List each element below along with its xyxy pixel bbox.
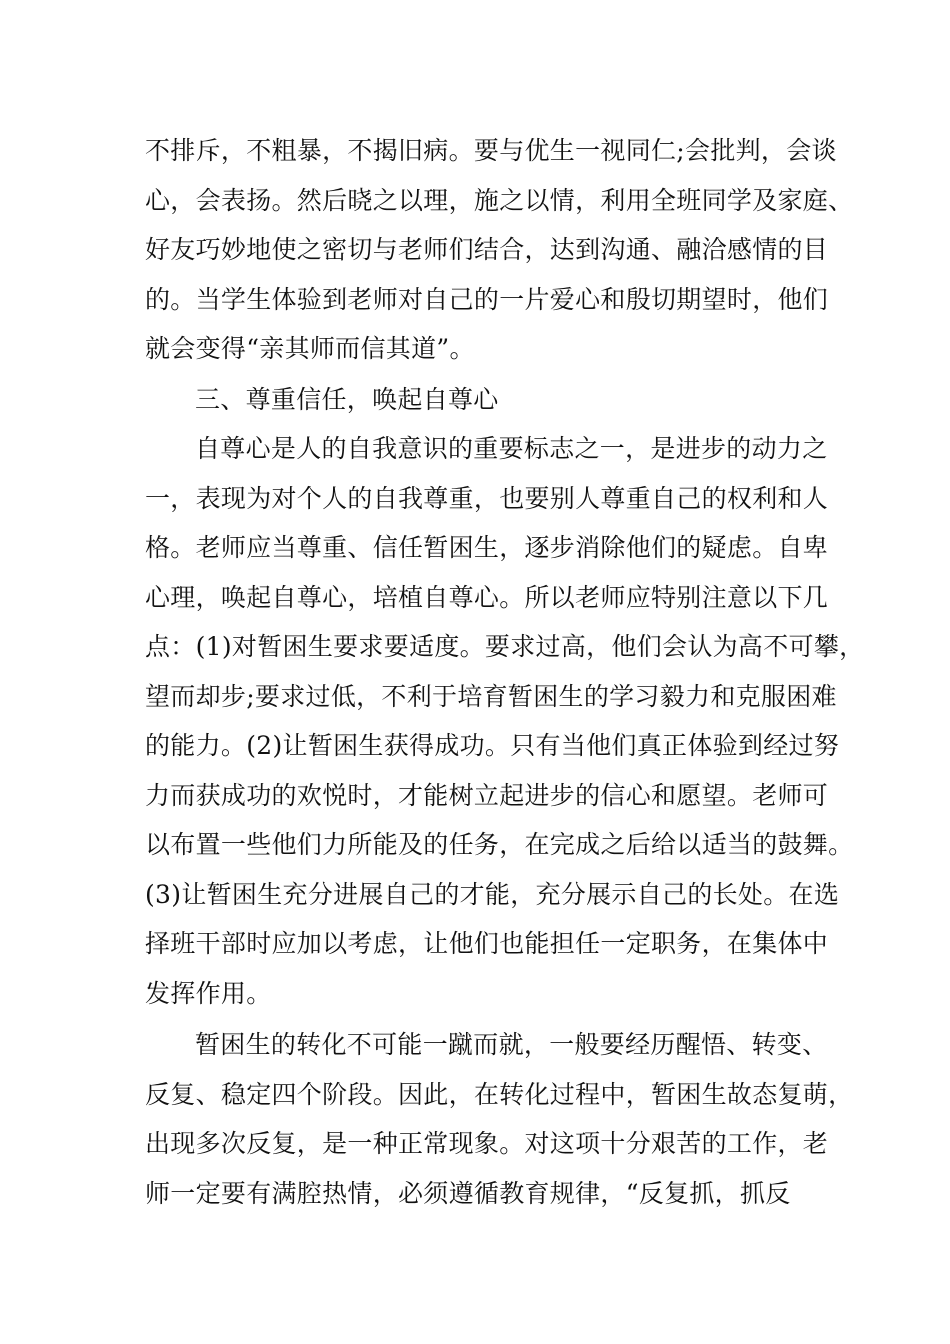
paragraph-line: 点：(1)对暂困生要求要适度。要求过高，他们会认为高不可攀， [145,632,865,661]
paragraph-line: (3)让暂困生充分进展自己的才能，充分展示自己的长处。在选 [145,879,840,909]
paragraph-line: 一，表现为对个人的自我尊重，也要别人尊重自己的权利和人 [145,483,829,513]
paragraph-line: 反复、稳定四个阶段。因此，在转化过程中，暂困生故态复萌， [145,1079,854,1109]
paragraph-3 [145,1020,854,1218]
paragraph-line: 发挥作用。 [145,978,272,1008]
paragraph-line: 出现多次反复，是一种正常现象。对这项十分艰苦的工作，老 [145,1129,829,1158]
paragraph-line: 就会变得“亲其师而信其道”。 [145,334,475,363]
paragraph-line: 以布置一些他们力所能及的任务，在完成之后给以适当的鼓舞。 [145,830,854,859]
paragraph-line: 心，会表扬。然后晓之以理，施之以情，利用全班同学及家庭、 [145,185,854,215]
section-heading-text: 三、尊重信任，唤起自尊心 [195,385,499,414]
paragraph-line: 力而获成功的欢悦时，才能树立起进步的信心和愿望。老师可 [145,780,829,810]
paragraph-2 [145,424,865,1018]
paragraph-line: 的能力。(2)让暂困生获得成功。只有当他们真正体验到经过努 [145,731,840,760]
paragraph-line: 不排斥，不粗暴，不揭旧病。要与优生一视同仁;会批判，会谈 [145,136,837,165]
section-heading [145,375,835,425]
paragraph-line: 的。当学生体验到老师对自己的一片爱心和殷切期望时，他们 [145,284,829,314]
paragraph-line: 格。老师应当尊重、信任暂困生，逐步消除他们的疑虑。自卑 [145,533,829,562]
paragraph-line: 好友巧妙地使之密切与老师们结合，达到沟通、融洽感情的目 [145,235,829,264]
paragraph-1 [145,126,854,374]
paragraph-line: 心理，唤起自尊心，培植自尊心。所以老师应特别注意以下几 [145,582,829,612]
paragraph-line: 自尊心是人的自我意识的重要标志之一，是进步的动力之 [195,434,828,463]
paragraph-line: 师一定要有满腔热情，必须遵循教育规律，“反复抓，抓反 [145,1178,791,1208]
paragraph-line: 择班干部时应加以考虑，让他们也能担任一定职务，在集体中 [145,929,829,958]
paragraph-line: 望而却步;要求过低，不利于培育暂困生的学习毅力和克服困难 [145,681,837,711]
paragraph-line: 暂困生的转化不可能一蹴而就，一般要经历醒悟、转变、 [195,1030,828,1059]
